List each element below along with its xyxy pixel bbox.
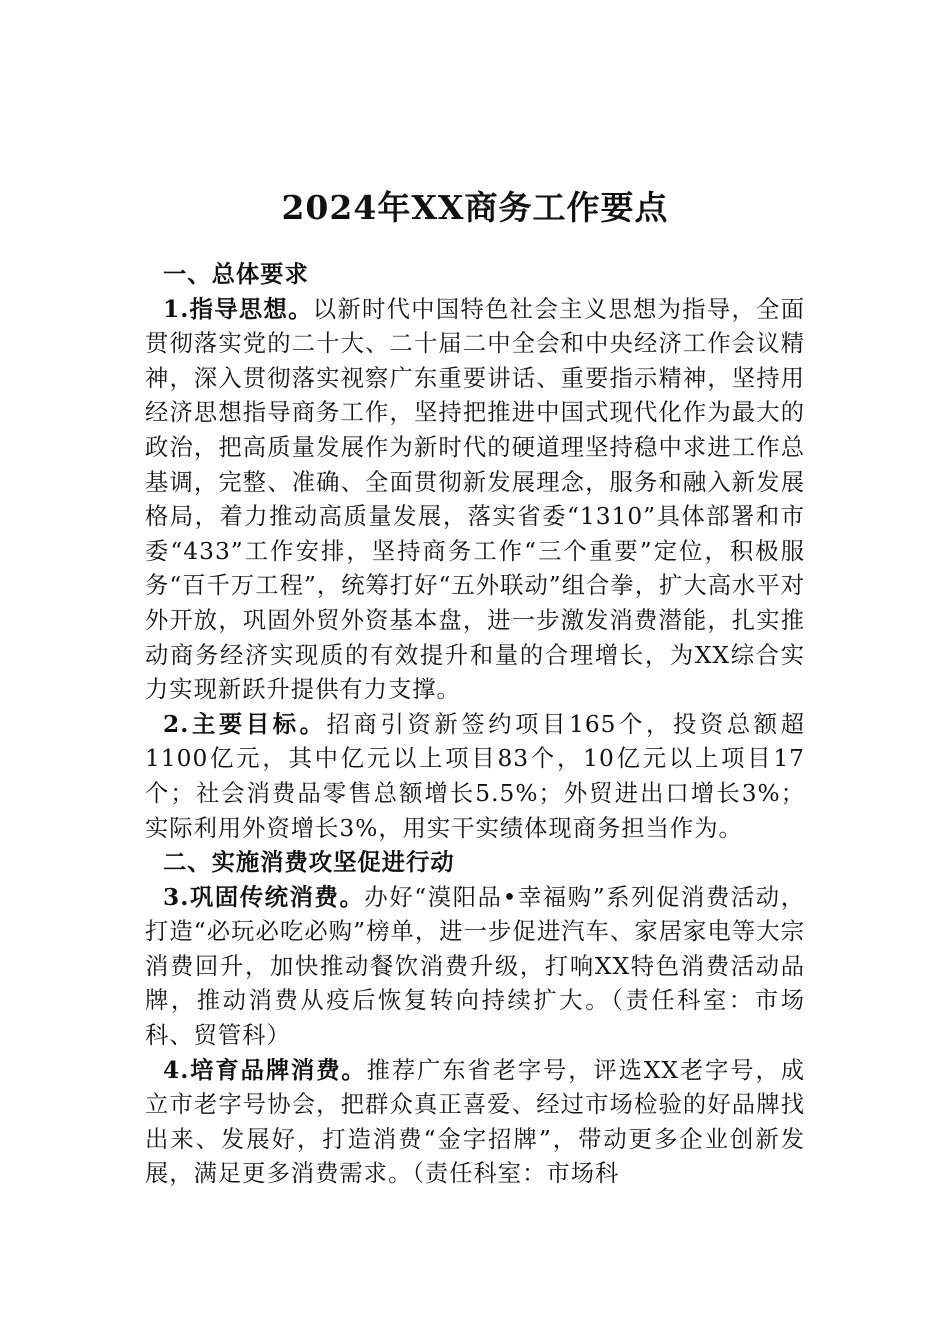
paragraph-text-traditional-consumption: 办好“漠阳品•幸福购”系列促消费活动，打造“必玩必吃必购”榜单，进一步促进汽车、家居家电等大宗消费回升，加快推动餐饮消费升级，打响XX特色消费活动品牌，推动消费从疫后恢复转向持续扩大。（责任科室：市场科、贸管科） <box>145 883 806 1050</box>
paragraph-main-targets <box>145 708 805 846</box>
paragraph-text-brand-consumption: 推荐广东省老字号，评选XX老字号，成立市老字号协会，把群众真正喜爱、经过市场检验的好品牌找出来、发展好，打造消费“金字招牌”，带动更多企业创新发展，满足更多消费需求。（责任科室：市场科 <box>145 1056 805 1188</box>
document-body <box>145 258 805 1192</box>
paragraph-brand-consumption <box>145 1054 805 1192</box>
section-heading-general-requirements: 一、总体要求 <box>163 261 309 288</box>
paragraph-text-main-targets: 招商引资新签约项目165个，投资总额超1100亿元，其中亿元以上项目83个，10亿元以上项目17个；社会消费品零售总额增长5.5%；外贸进出口增长3%；实际利用外资增长3%，用实干实绩体现商务担当作为。 <box>145 710 805 842</box>
paragraph-guiding-ideology <box>145 293 805 708</box>
document-title: 2024年XX商务工作要点 <box>281 188 669 228</box>
paragraph-text-guiding-ideology: 以新时代中国特色社会主义思想为指导，全面贯彻落实党的二十大、二十届二中全会和中央经济工作会议精神，深入贯彻落实视察广东重要讲话、重要指示精神，坚持用经济思想指导商务工作，坚持把推进中国式现代化作为最大的政治，把高质量发展作为新时代的硬道理坚持稳中求进工作总基调，完整、准确、全面贯彻新发展理念，服务和融入新发展格局，着力推动高质量发展，落实省委“1310”具体部署和市委“433”工作安排，坚持商务工作“三个重要”定位，积极服务“百千万工程”，统筹打好“五外联动”组合拳，扩大高水平对外开放，巩固外贸外资基本盘，进一步激发消费潜能，扎实推动商务经济实现质的有效提升和量的合理增长，为XX综合实力实现新跃升提供有力支撑。 <box>145 295 806 704</box>
paragraph-traditional-consumption <box>145 881 805 1054</box>
paragraph-lead-traditional-consumption: 3.巩固传统消费。 <box>163 883 365 911</box>
paragraph-lead-main-targets: 2.主要目标。 <box>163 710 327 738</box>
paragraph-lead-guiding-ideology: 1.指导思想。 <box>163 295 313 323</box>
paragraph-lead-brand-consumption: 4.培育品牌消费。 <box>163 1056 367 1084</box>
section-heading-consumption-action: 二、实施消费攻坚促进行动 <box>163 849 455 877</box>
